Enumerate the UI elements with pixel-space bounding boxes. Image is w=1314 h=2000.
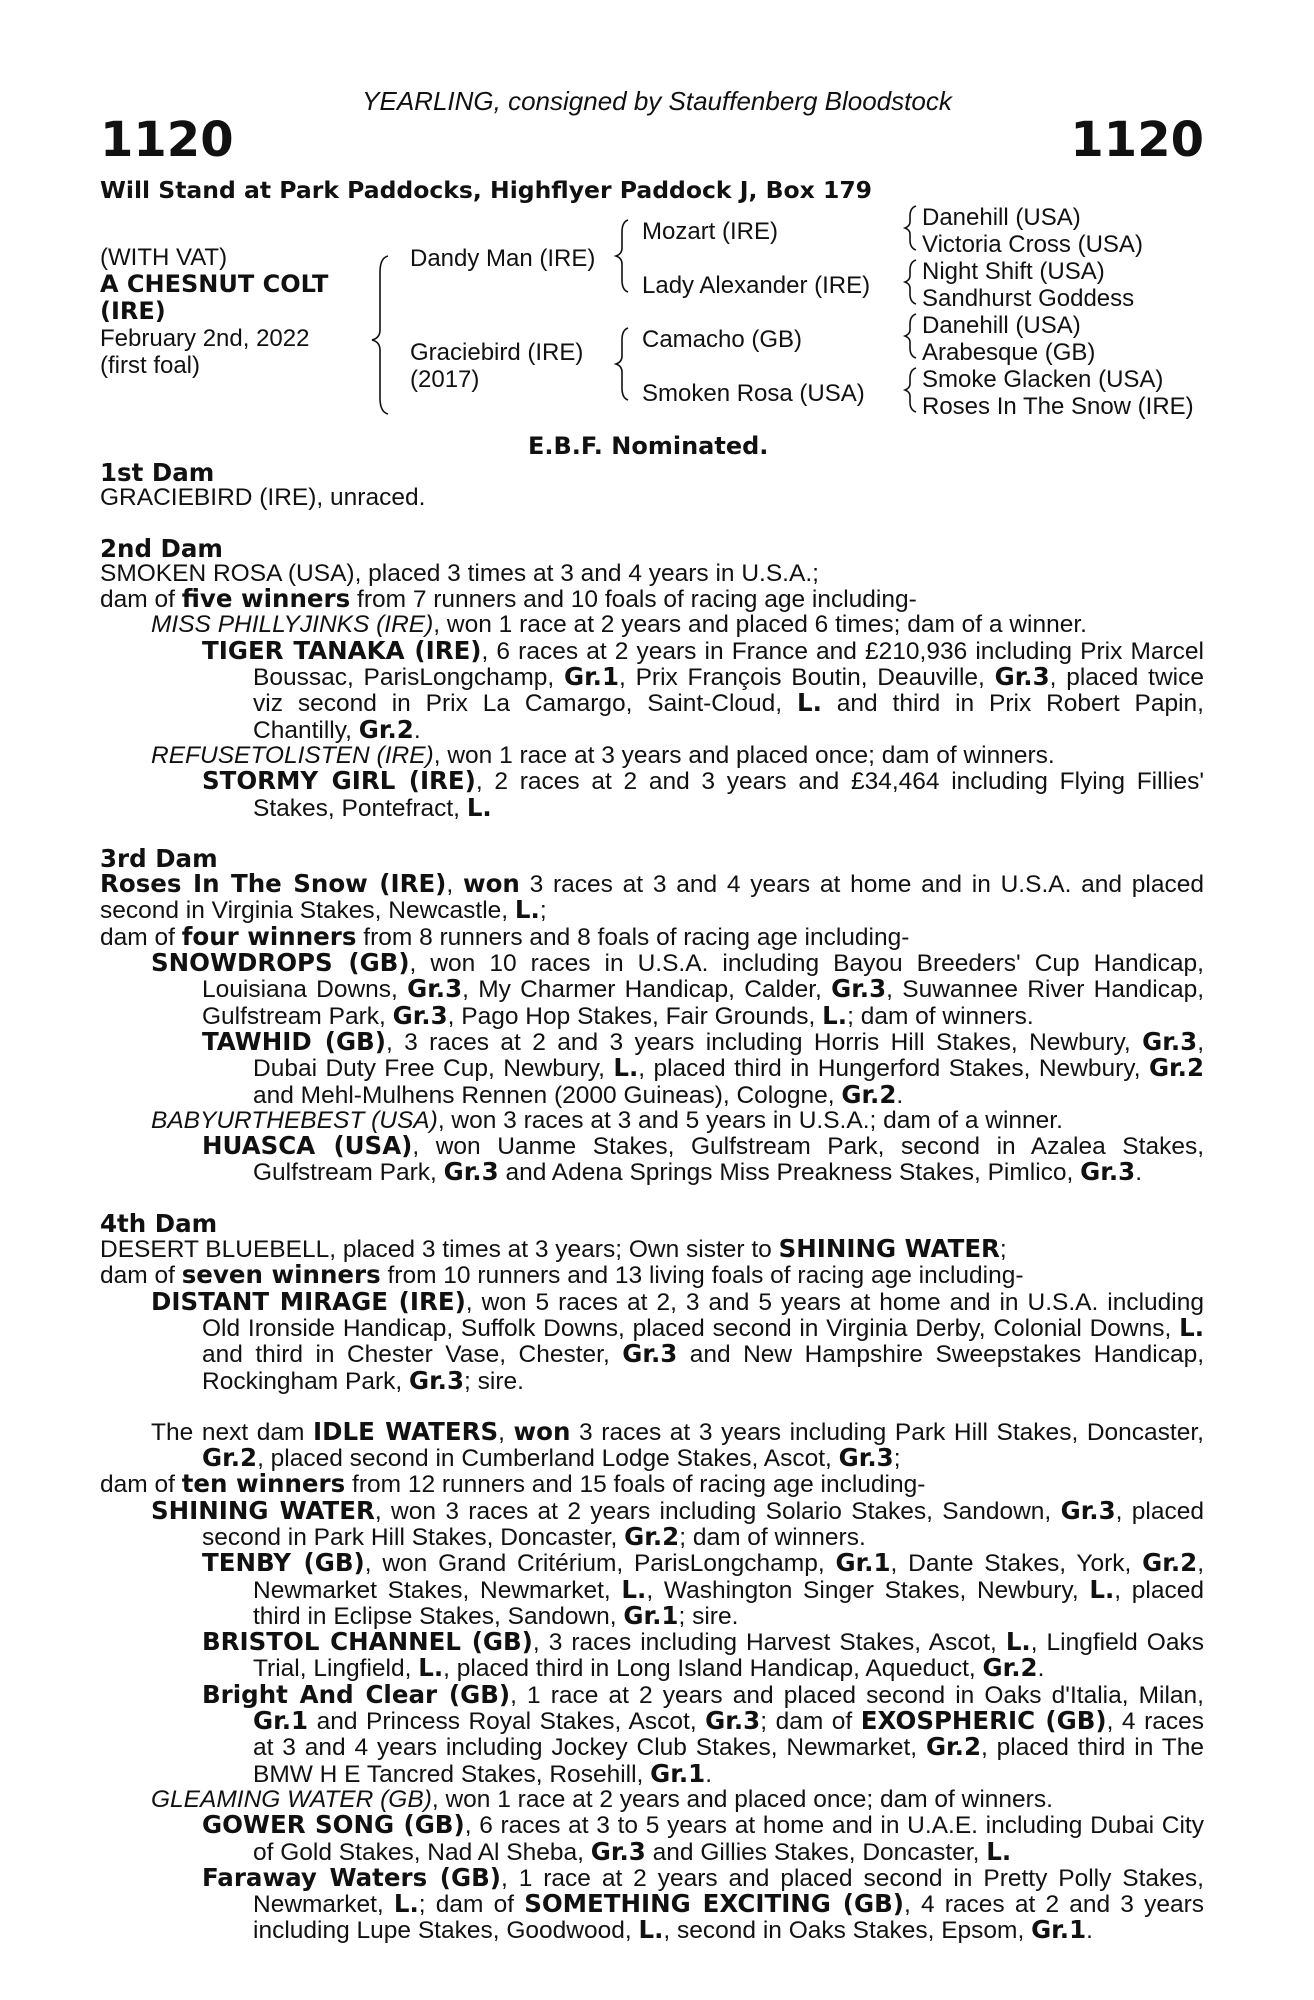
bold-text: seven winners — [181, 1260, 381, 1290]
italic-text: GLEAMING WATER (GB) — [151, 1785, 432, 1813]
family-section — [100, 1416, 1205, 1945]
text-run: , won 1 race at 2 years and placed once; dam of winners. — [431, 1785, 1053, 1813]
bold-text: Gr.3 — [1142, 1026, 1198, 1056]
ancestor-8: Roses In The Snow (IRE) — [922, 393, 1194, 420]
section-title: 1st Dam — [100, 458, 215, 487]
vat-note: (WITH VAT) — [100, 244, 228, 271]
bold-text: L. — [613, 1053, 639, 1083]
pedigree-paragraph — [100, 1471, 1204, 1497]
ebf-nominated: E.B.F. Nominated. — [528, 432, 769, 460]
text-run: , Washington Singer Stakes, Newbury, — [646, 1576, 1090, 1604]
family-section — [100, 460, 1204, 511]
bold-text: Roses In The Snow (IRE) — [100, 869, 447, 899]
ancestor-6: Arabesque (GB) — [922, 339, 1096, 366]
dam-dam: Smoken Rosa (USA) — [642, 380, 865, 407]
text-run: from 8 runners and 8 foals of racing age including- — [356, 923, 910, 951]
ancestor-3: Night Shift (USA) — [922, 258, 1105, 285]
bold-text: Gr.3 — [590, 1836, 646, 1866]
bold-text: Gr.1 — [623, 1600, 679, 1630]
pedigree-paragraph — [100, 768, 1204, 821]
text-run: dam of — [100, 586, 182, 614]
bold-text: L. — [466, 792, 492, 822]
text-run: GRACIEBIRD (IRE), unraced. — [100, 484, 426, 512]
bold-text: L. — [1089, 1574, 1115, 1604]
bold-text: GOWER SONG (GB) — [202, 1810, 465, 1840]
text-run: ; dam of — [760, 1708, 861, 1736]
text-run: 3 races at 3 years including Park Hill Stakes, Doncaster, — [570, 1418, 1204, 1446]
pedigree-paragraph — [100, 1416, 1204, 1473]
bold-text: L. — [1005, 1627, 1031, 1657]
text-run: . — [1086, 1917, 1093, 1945]
bold-text: Gr.2 — [1148, 1053, 1204, 1083]
pedigree-paragraph — [100, 1812, 1204, 1865]
text-run: ; dam of — [418, 1891, 525, 1919]
pedigree-paragraph — [100, 921, 1204, 951]
bold-text: Faraway Waters (GB) — [202, 1862, 501, 1892]
text-run: and Princess Royal Stakes, Ascot, — [308, 1708, 706, 1736]
text-run: , 4 races at 3 and 4 years including Jockey Club Stakes, Newmarket, — [253, 1708, 1204, 1762]
text-run: , second in Oaks Stakes, Epsom, — [663, 1917, 1032, 1945]
bold-text: Gr.2 — [358, 714, 414, 744]
text-run: , 2 races at 2 and 3 years and £34,464 including Flying Fillies' Stakes, Pontefract, — [253, 768, 1204, 822]
text-run: DESERT BLUEBELL, placed 3 times at 3 years; Own sister to — [100, 1236, 779, 1264]
text-run: , won 1 race at 3 years and placed once; dam of winners. — [433, 741, 1055, 769]
text-run: and Adena Springs Miss Preakness Stakes, Pimlico, — [498, 1159, 1081, 1187]
text-run: and third in Prix Robert Papin, Chantilly, — [253, 690, 1204, 744]
sire-dam: Lady Alexander (IRE) — [642, 272, 871, 299]
italic-text: REFUSETOLISTEN (IRE) — [151, 741, 434, 769]
pedigree-paragraph — [100, 1629, 1204, 1682]
text-run: dam of — [100, 1262, 182, 1290]
lot-number-left: 1120 — [100, 112, 234, 168]
section-title: 4th Dam — [100, 1208, 218, 1238]
bold-text: SHINING WATER — [151, 1495, 375, 1525]
text-run: , Dubai Duty Free Cup, Newbury, — [253, 1028, 1204, 1083]
bold-text: Gr.1 — [1031, 1915, 1087, 1945]
text-run: , 1 race at 2 years and placed second in Pretty Polly Stakes, Newmarket, — [253, 1864, 1204, 1919]
section-title: 3rd Dam — [100, 843, 218, 873]
ancestor-2: Victoria Cross (USA) — [922, 231, 1143, 258]
ancestor-1: Danehill (USA) — [922, 204, 1081, 231]
text-run: and New Hampshire Sweepstakes Handicap, Rockingham Park, — [202, 1341, 1205, 1395]
text-run: ; sire. — [464, 1367, 524, 1395]
text-run: , placed third in Eclipse Stakes, Sandown, — [253, 1576, 1204, 1630]
text-run: , placed third in Hungerford Stakes, Newbury, — [638, 1055, 1149, 1083]
text-run: 3 races at 3 and 4 years at home and in U.S.A. and placed second in Virginia Stakes, Newcastle, — [100, 871, 1204, 925]
bold-text: Gr.3 — [392, 1000, 448, 1030]
ancestor-7: Smoke Glacken (USA) — [922, 366, 1164, 393]
bold-text: L. — [418, 1653, 444, 1683]
bold-text: SNOWDROPS (GB) — [151, 948, 410, 978]
bold-text: L. — [638, 1915, 664, 1945]
text-run: , Lingfield Oaks Trial, Lingfield, — [253, 1629, 1204, 1683]
bold-text: HUASCA (USA) — [202, 1131, 413, 1161]
text-run: SMOKEN ROSA (USA), placed 3 times at 3 and 4 years in U.S.A.; — [100, 559, 819, 587]
text-run: , Pago Hop Stakes, Fair Grounds, — [447, 1002, 823, 1030]
bold-text: Gr.1 — [253, 1706, 309, 1736]
bold-text: DISTANT MIRAGE (IRE) — [151, 1286, 466, 1316]
pedigree-paragraph — [100, 1495, 1205, 1551]
bold-text: Gr.3 — [622, 1339, 678, 1369]
bold-text: Bright And Clear (GB) — [202, 1679, 511, 1709]
text-run: The next dam — [151, 1418, 314, 1446]
family-section — [100, 533, 1204, 822]
bold-text: Gr.3 — [1080, 1157, 1136, 1187]
text-run: , won Uanme Stakes, Gulfstream Park, second in Azalea Stakes, Gulfstream Park, — [253, 1133, 1204, 1187]
bold-text: TAWHID (GB) — [202, 1026, 386, 1056]
pedigree-paragraph — [100, 1108, 1204, 1133]
text-run: , won 3 races at 3 and 5 years in U.S.A.; dam of a winner. — [437, 1106, 1063, 1134]
text-run: , — [446, 871, 463, 899]
bold-text: L. — [797, 688, 822, 718]
text-run: , Prix François Boutin, Deauville, — [619, 664, 995, 692]
text-run: ; dam of winners. — [847, 1002, 1034, 1030]
bold-text: L. — [393, 1889, 419, 1919]
italic-text: BABYURTHEBEST (USA) — [151, 1106, 438, 1134]
bold-text: Gr.2 — [202, 1443, 258, 1473]
text-run: dam of — [100, 923, 182, 951]
bold-text: Gr.1 — [563, 662, 620, 692]
text-run: ; — [539, 897, 547, 925]
ancestor-5: Danehill (USA) — [922, 312, 1081, 339]
bold-text: L. — [986, 1836, 1012, 1866]
bold-text: Gr.3 — [408, 1365, 465, 1395]
text-run: ; — [999, 1236, 1007, 1264]
pedigree-paragraph — [100, 1236, 1204, 1262]
first-foal-note: (first foal) — [100, 352, 201, 379]
bold-text: ten winners — [181, 1469, 346, 1499]
text-run: , My Charmer Handicap, Calder, — [462, 976, 832, 1004]
stand-location: Will Stand at Park Paddocks, Highflyer Paddock J, Box 179 — [100, 176, 873, 204]
bold-text: BRISTOL CHANNEL (GB) — [202, 1627, 533, 1657]
text-run: , 6 races at 3 to 5 years at home and in U.A.E. including Dubai City of Gold Stakes, Nad Al Sheba, — [253, 1812, 1204, 1866]
bold-text: TENBY (GB) — [202, 1548, 365, 1578]
bold-text: Gr.3 — [443, 1157, 499, 1187]
text-run: , 4 races at 2 and 3 years including Lupe Stakes, Goodwood, — [253, 1891, 1204, 1945]
bold-text: Gr.2 — [624, 1521, 680, 1551]
pedigree-paragraph — [100, 1286, 1205, 1395]
foaling-date: February 2nd, 2022 — [100, 325, 310, 352]
bold-text: L. — [1179, 1312, 1204, 1342]
bold-text: Gr.3 — [705, 1706, 761, 1736]
text-run: . — [705, 1760, 713, 1788]
pedigree-paragraph — [100, 1550, 1204, 1629]
bold-text: four winners — [181, 921, 357, 951]
bold-text: TIGER TANAKA (IRE) — [202, 635, 482, 665]
text-run: , Suwannee River Handicap, Gulfstream Park, — [202, 976, 1205, 1030]
text-run: , 3 races including Harvest Stakes, Ascot, — [532, 1629, 1006, 1657]
sire-sire: Mozart (IRE) — [642, 218, 779, 245]
text-run: , placed third in The BMW H E Tancred Stakes, Rosehill, — [253, 1734, 1204, 1788]
bold-text: Gr.1 — [835, 1548, 891, 1578]
text-run: , placed third in Long Island Handicap, Aqueduct, — [443, 1655, 983, 1683]
pedigree-paragraph — [100, 586, 1204, 612]
bold-text: EXOSPHERIC (GB) — [860, 1706, 1107, 1736]
text-run: , 3 races at 2 and 3 years including Horris Hill Stakes, Newbury, — [385, 1028, 1143, 1056]
pedigree-paragraph — [100, 871, 1204, 924]
dam-sire: Camacho (GB) — [642, 326, 803, 353]
bold-text: Gr.1 — [650, 1758, 706, 1788]
text-run: . — [896, 1081, 904, 1109]
bold-text: Gr.3 — [1060, 1495, 1116, 1525]
pedigree-paragraph — [100, 635, 1204, 744]
bold-text: IDLE WATERS — [313, 1416, 499, 1446]
consignment-line: YEARLING, consigned by Stauffenberg Bloodstock — [362, 86, 952, 116]
bold-text: five winners — [181, 584, 351, 614]
text-run: and Mehl-Mulhens Rennen (2000 Guineas), Cologne, — [253, 1081, 842, 1109]
text-run: . — [413, 716, 421, 744]
pedigree-paragraph — [100, 485, 1204, 510]
family-section — [100, 1208, 1205, 1395]
bold-text: L. — [621, 1574, 647, 1604]
bold-text: SOMETHING EXCITING (GB) — [524, 1889, 904, 1919]
lot-number-right: 1120 — [1070, 112, 1204, 168]
bold-text: Gr.3 — [407, 974, 463, 1004]
horse-name-line2: (IRE) — [100, 297, 166, 325]
text-run: , 1 race at 2 years and placed second in Oaks d'Italia, Milan, — [510, 1681, 1204, 1709]
bold-text: Gr.2 — [841, 1079, 897, 1109]
horse-name-line1: A CHESNUT COLT — [100, 270, 329, 298]
text-run: , 6 races at 2 years in France and £210,936 including Prix Marcel Boussac, ParisLongchamp, — [253, 637, 1204, 692]
pedigree-paragraph — [100, 612, 1204, 637]
catalogue-body — [100, 460, 1204, 1944]
bold-text: SHINING WATER — [778, 1234, 1000, 1264]
bold-text: L. — [514, 895, 540, 925]
text-run: , Dante Stakes, York, — [890, 1550, 1143, 1578]
text-run: , won 1 race at 2 years and placed 6 times; dam of a winner. — [433, 611, 1087, 639]
pedigree-paragraph — [100, 1262, 1204, 1288]
text-run: , won 10 races in U.S.A. including Bayou Breeders' Cup Handicap, Louisiana Downs, — [202, 950, 1204, 1004]
pedigree-paragraph — [100, 561, 1204, 586]
text-run: and third in Chester Vase, Chester, — [202, 1341, 623, 1369]
bold-text: won — [513, 1416, 571, 1446]
bold-text: Gr.3 — [994, 662, 1050, 692]
pedigree-paragraph — [100, 1026, 1204, 1109]
text-run: , placed second in Park Hill Stakes, Doncaster, — [202, 1497, 1205, 1551]
dam: Graciebird (IRE) — [410, 339, 584, 366]
bold-text: L. — [822, 1000, 848, 1030]
pedigree-paragraph — [100, 1862, 1204, 1945]
bold-text: Gr.2 — [1142, 1548, 1198, 1578]
text-run: , won Grand Critérium, ParisLongchamp, — [364, 1550, 836, 1578]
sire: Dandy Man (IRE) — [410, 245, 596, 272]
bold-text: Gr.2 — [925, 1732, 981, 1762]
text-run: , won 5 races at 2, 3 and 5 years at home and in U.S.A. including Old Ironside Handicap, Suffolk Downs, placed second in Virginia Derby, Colonial Downs, — [202, 1288, 1204, 1342]
text-run: , — [498, 1418, 514, 1446]
pedigree-paragraph — [100, 1787, 1204, 1812]
text-run: from 10 runners and 13 living foals of racing age including- — [380, 1262, 1024, 1290]
family-section — [100, 843, 1205, 1187]
section-title: 2nd Dam — [100, 533, 223, 563]
text-run: , Newmarket Stakes, Newmarket, — [253, 1550, 1204, 1604]
pedigree-paragraph — [100, 1679, 1204, 1788]
ancestor-4: Sandhurst Goddess — [922, 285, 1135, 312]
text-run: ; sire. — [678, 1602, 739, 1630]
text-run: . — [1037, 1655, 1045, 1683]
bold-text: STORMY GIRL (IRE) — [202, 766, 476, 796]
dam-year: (2017) — [410, 366, 480, 393]
bold-text: Gr.2 — [982, 1653, 1038, 1683]
pedigree-paragraph — [100, 950, 1204, 1029]
text-run: , won 3 races at 2 years including Solario Stakes, Sandown, — [374, 1497, 1061, 1525]
text-run: . — [1135, 1159, 1143, 1187]
bold-text: Gr.3 — [838, 1443, 894, 1473]
bold-text: won — [462, 869, 520, 899]
text-run: ; — [893, 1445, 901, 1473]
text-run: dam of — [100, 1471, 182, 1499]
text-run: ; dam of winners. — [679, 1523, 866, 1551]
pedigree-paragraph — [100, 743, 1204, 768]
text-run: , placed second in Cumberland Lodge Stakes, Ascot, — [257, 1445, 839, 1473]
pedigree-paragraph — [100, 1133, 1204, 1186]
text-run: from 12 runners and 15 foals of racing age including- — [345, 1471, 926, 1499]
text-run: from 7 runners and 10 foals of racing age including- — [350, 586, 917, 614]
bold-text: Gr.3 — [831, 974, 887, 1004]
text-run: and Gillies Stakes, Doncaster, — [645, 1838, 987, 1866]
italic-text: MISS PHILLYJINKS (IRE) — [151, 611, 434, 639]
text-run: , placed twice viz second in Prix La Camargo, Saint-Cloud, — [253, 664, 1204, 718]
